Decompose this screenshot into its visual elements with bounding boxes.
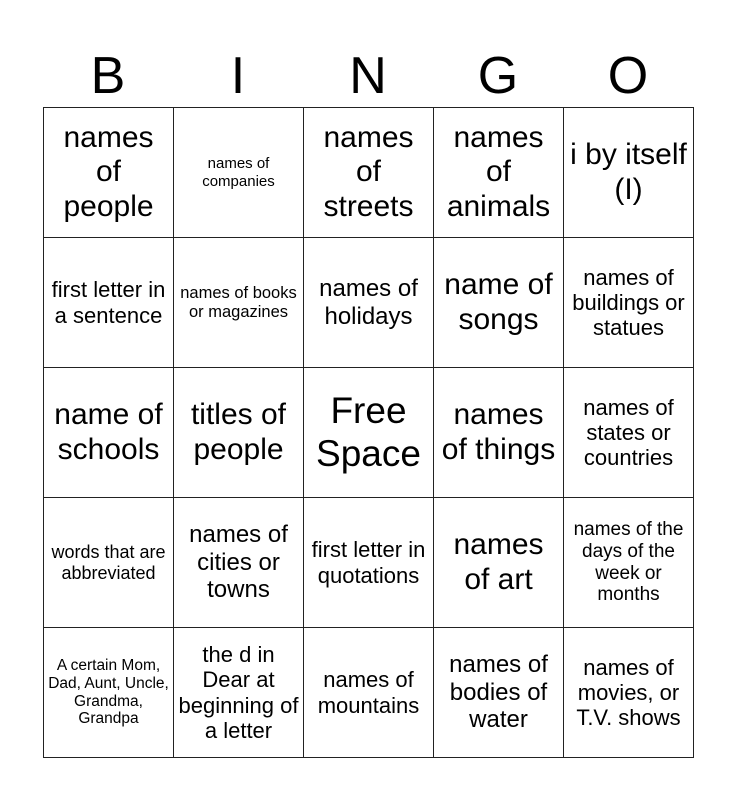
bingo-cell[interactable]: first letter in quotations [304, 498, 434, 628]
header-letter-o: O [607, 47, 649, 105]
bingo-cell[interactable]: i by itself (I) [564, 108, 694, 238]
bingo-cell[interactable]: names of companies [174, 108, 304, 238]
header-letter-n: N [349, 47, 387, 105]
bingo-cell[interactable]: names of movies, or T.V. shows [564, 628, 694, 758]
board-row [44, 498, 694, 628]
bingo-cell[interactable]: names of cities or towns [174, 498, 304, 628]
bingo-board [43, 107, 694, 758]
header-letter-i: I [230, 47, 246, 105]
board-row [44, 238, 694, 368]
bingo-cell[interactable]: names of states or countries [564, 368, 694, 498]
free-space-cell[interactable]: Free Space [304, 368, 434, 498]
board-row [44, 368, 694, 498]
bingo-cell[interactable]: name of songs [434, 238, 564, 368]
bingo-cell[interactable]: words that are abbreviated [44, 498, 174, 628]
bingo-cell[interactable]: first letter in a sentence [44, 238, 174, 368]
bingo-cell[interactable]: the d in Dear at beginning of a letter [174, 628, 304, 758]
bingo-cell[interactable]: names of books or magazines [174, 238, 304, 368]
bingo-cell[interactable]: names of streets [304, 108, 434, 238]
bingo-cell[interactable]: names of animals [434, 108, 564, 238]
bingo-cell[interactable]: titles of people [174, 368, 304, 498]
bingo-cell[interactable]: names of mountains [304, 628, 434, 758]
header-letter-b: B [90, 47, 126, 105]
bingo-cell[interactable]: names of art [434, 498, 564, 628]
header-letter-g: G [477, 47, 519, 105]
bingo-cell[interactable]: name of schools [44, 368, 174, 498]
bingo-cell[interactable]: names of the days of the week or months [564, 498, 694, 628]
board-row [44, 628, 694, 758]
bingo-cell[interactable]: names of bodies of water [434, 628, 564, 758]
bingo-cell[interactable]: names of people [44, 108, 174, 238]
bingo-cell[interactable]: names of things [434, 368, 564, 498]
bingo-header [43, 46, 693, 106]
bingo-cell[interactable]: names of holidays [304, 238, 434, 368]
bingo-cell[interactable]: names of buildings or statues [564, 238, 694, 368]
board-row [44, 108, 694, 238]
bingo-cell[interactable]: A certain Mom, Dad, Aunt, Uncle, Grandma, Grandpa [44, 628, 174, 758]
